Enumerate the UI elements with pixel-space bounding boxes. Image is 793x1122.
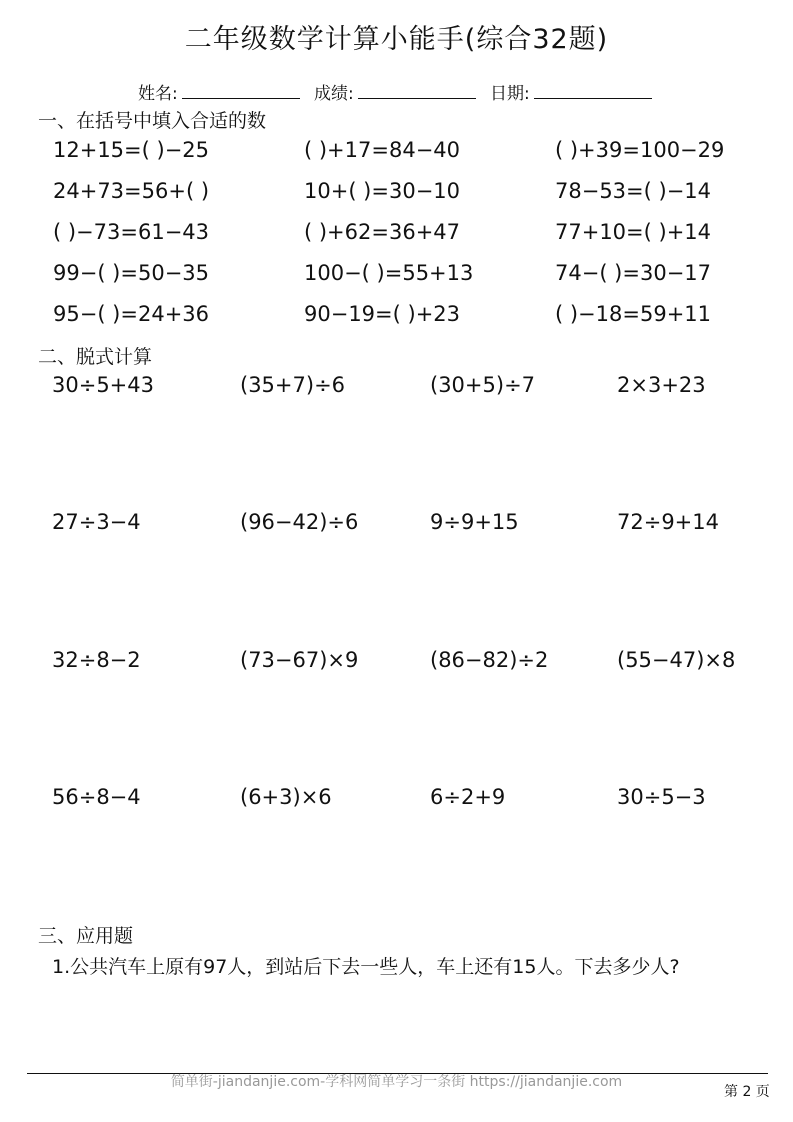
calc-item: (96−42)÷6: [240, 510, 359, 534]
fill-blank-item: 95−( )=24+36: [53, 302, 210, 326]
fill-blank-item: 74−( )=30−17: [555, 261, 712, 285]
worksheet-title: 二年级数学计算小能手(综合32题): [184, 24, 609, 55]
page-number: 第 2 页: [724, 1084, 770, 1100]
fill-blank-item: 77+10=( )+14: [555, 220, 712, 244]
calc-item: 56÷8−4: [52, 785, 141, 809]
calc-item: 9÷9+15: [430, 510, 519, 534]
calc-item: 2×3+23: [617, 373, 706, 397]
score-blank: [358, 84, 476, 99]
word-problem-1: 1.公共汽车上原有97人，到站后下去一些人，车上还有15人。下去多少人?: [52, 956, 680, 978]
calc-item: (55−47)×8: [617, 648, 736, 672]
footer-watermark: 简单街-jiandanjie.com-学科网简单学习一条街 https://jiandanjie.com: [170, 1074, 623, 1090]
fill-blank-item: 90−19=( )+23: [304, 302, 461, 326]
name-label: 姓名:: [138, 84, 178, 104]
calc-item: 32÷8−2: [52, 648, 141, 672]
fill-blank-item: 24+73=56+( ): [53, 179, 210, 203]
section3-heading: 三、应用题: [38, 925, 134, 947]
fill-blank-item: 99−( )=50−35: [53, 261, 210, 285]
fill-blank-item: 10+( )=30−10: [304, 179, 461, 203]
date-blank: [534, 84, 652, 99]
fill-blank-item: 12+15=( )−25: [53, 138, 210, 162]
fill-blank-item: ( )−18=59+11: [555, 302, 712, 326]
calc-item: (73−67)×9: [240, 648, 359, 672]
date-field: [490, 79, 658, 104]
calc-item: (86−82)÷2: [430, 648, 549, 672]
calc-item: 6÷2+9: [430, 785, 506, 809]
name-field: [138, 79, 306, 104]
calc-item: 30÷5−3: [617, 785, 706, 809]
section2-heading: 二、脱式计算: [38, 346, 153, 368]
score-label: 成绩:: [314, 84, 354, 104]
fill-blank-item: ( )−73=61−43: [53, 220, 210, 244]
score-field: [314, 79, 482, 104]
calc-item: 72÷9+14: [617, 510, 719, 534]
fill-blank-item: ( )+39=100−29: [555, 138, 725, 162]
fill-blank-item: ( )+17=84−40: [304, 138, 461, 162]
fill-blank-item: ( )+62=36+47: [304, 220, 461, 244]
calc-item: (30+5)÷7: [430, 373, 536, 397]
calc-item: 27÷3−4: [52, 510, 141, 534]
fill-blank-item: 100−( )=55+13: [304, 261, 474, 285]
calc-item: (35+7)÷6: [240, 373, 346, 397]
calc-item: 30÷5+43: [52, 373, 154, 397]
date-label: 日期:: [490, 84, 530, 104]
fill-blank-item: 78−53=( )−14: [555, 179, 712, 203]
section1-heading: 一、在括号中填入合适的数: [38, 110, 267, 132]
name-blank: [182, 84, 300, 99]
calc-item: (6+3)×6: [240, 785, 332, 809]
